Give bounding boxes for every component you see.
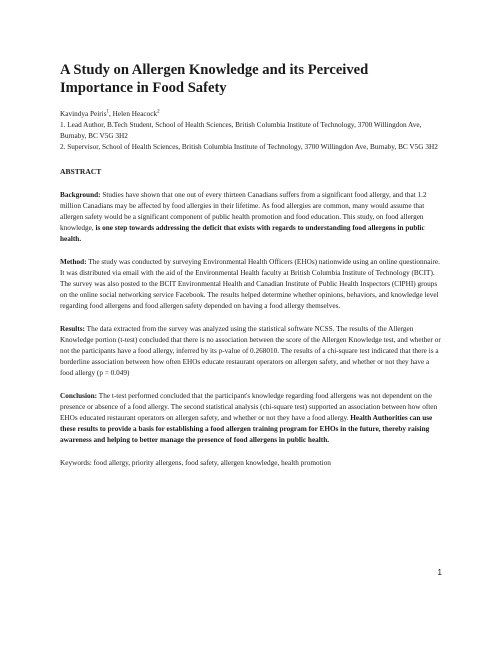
affiliations — [60, 120, 443, 153]
conclusion-label: Conclusion: — [60, 392, 98, 400]
method-label: Method: — [60, 258, 87, 266]
method-text: The study was conducted by surveying Environmental Health Officers (EHOs) nationwide using an online questionnaire. It was distributed via email with the aid of the Environmental Health faculty at British Columbia Institute of Technology (BCIT). The survey was also posted to the BCIT Environmental Health and Canadian Institute of Public Health Inspectors (CIPHI) groups on the online social networking service Facebook. The results helped determine whether opinions, behaviors, and knowledge level regarding food allergens and food allergen safety depended on having a food allergy themselves. — [60, 258, 440, 310]
author-name: Kavindya Peiris — [60, 110, 107, 118]
author-name: Helen Heacock — [112, 110, 158, 118]
conclusion-paragraph — [60, 391, 443, 446]
keywords-line: Keywords: food allergy, priority allergens, food safety, allergen knowledge, health promotion — [60, 459, 331, 467]
affiliation-1: 1. Lead Author, B.Tech Student, School of Health Sciences, British Columbia Institute of Technology, 3700 Willingdon Ave, Burnaby, BC V5G 3H2 — [60, 121, 422, 140]
results-text: The data extracted from the survey was analyzed using the statistical software NCSS. The results of the Allergen Knowledge portion (t-test) concluded that there is no association between the score of the Allergen Knowledge test, and whether or not the participants have a food allergy, inferred by its p-value of 0.268010. The results of a chi-square test indicated that there is a borderline association between how often EHOs educate restaurant operators on allergen safety, and whether or not they have a food allergy (p = 0.049) — [60, 325, 441, 377]
abstract-heading: ABSTRACT — [60, 167, 102, 176]
author-superscript: 1 — [106, 109, 110, 115]
author-superscript: 2 — [157, 109, 160, 115]
paper-page — [60, 61, 443, 469]
background-paragraph — [60, 190, 443, 245]
author-line — [60, 109, 443, 120]
method-paragraph — [60, 257, 443, 312]
conclusion-text: The t-test performed concluded that the participant's knowledge regarding food allergens was not dependent on the presence or absence of a food allergy. The second statistical analysis (chi-square test) supported an association between how often EHOs educated restaurant operators on allergen safety, and whether or not they have a food allergy. — [60, 392, 438, 422]
paper-title: A Study on Allergen Knowledge and its Perceived Importance in Food Safety — [60, 62, 369, 96]
results-label: Results: — [60, 325, 85, 333]
background-label: Background: — [60, 191, 101, 199]
background-text: Studies have shown that one out of every thirteen Canadians suffers from a significant food allergy, and that 1.2 million Canadians may be affected by food allergies in their lifetime. As food allergies are common, many would assume that allergen safety would be a significant component of public health promotion and food education. This study, on food allergen knowledge, — [60, 191, 427, 232]
page-number: 1 — [437, 568, 442, 577]
conclusion-bold-text: Health Authorities can use these results to provide a basis for establishing a food allergen training program for EHOs in the future, thereby raising awareness and helping to better manage the presence of food allergens in public health. — [60, 414, 433, 444]
author-separator: , — [109, 110, 113, 118]
results-paragraph — [60, 324, 443, 379]
affiliation-2: 2. Supervisor, School of Health Sciences, British Columbia Institute of Technology, 3700 Willingdon Ave, Burnaby, BC V5G 3H2 — [60, 143, 438, 151]
background-bold-text: is one step towards addressing the deficit that exists with regards to understanding food allergens in public health. — [60, 224, 425, 243]
